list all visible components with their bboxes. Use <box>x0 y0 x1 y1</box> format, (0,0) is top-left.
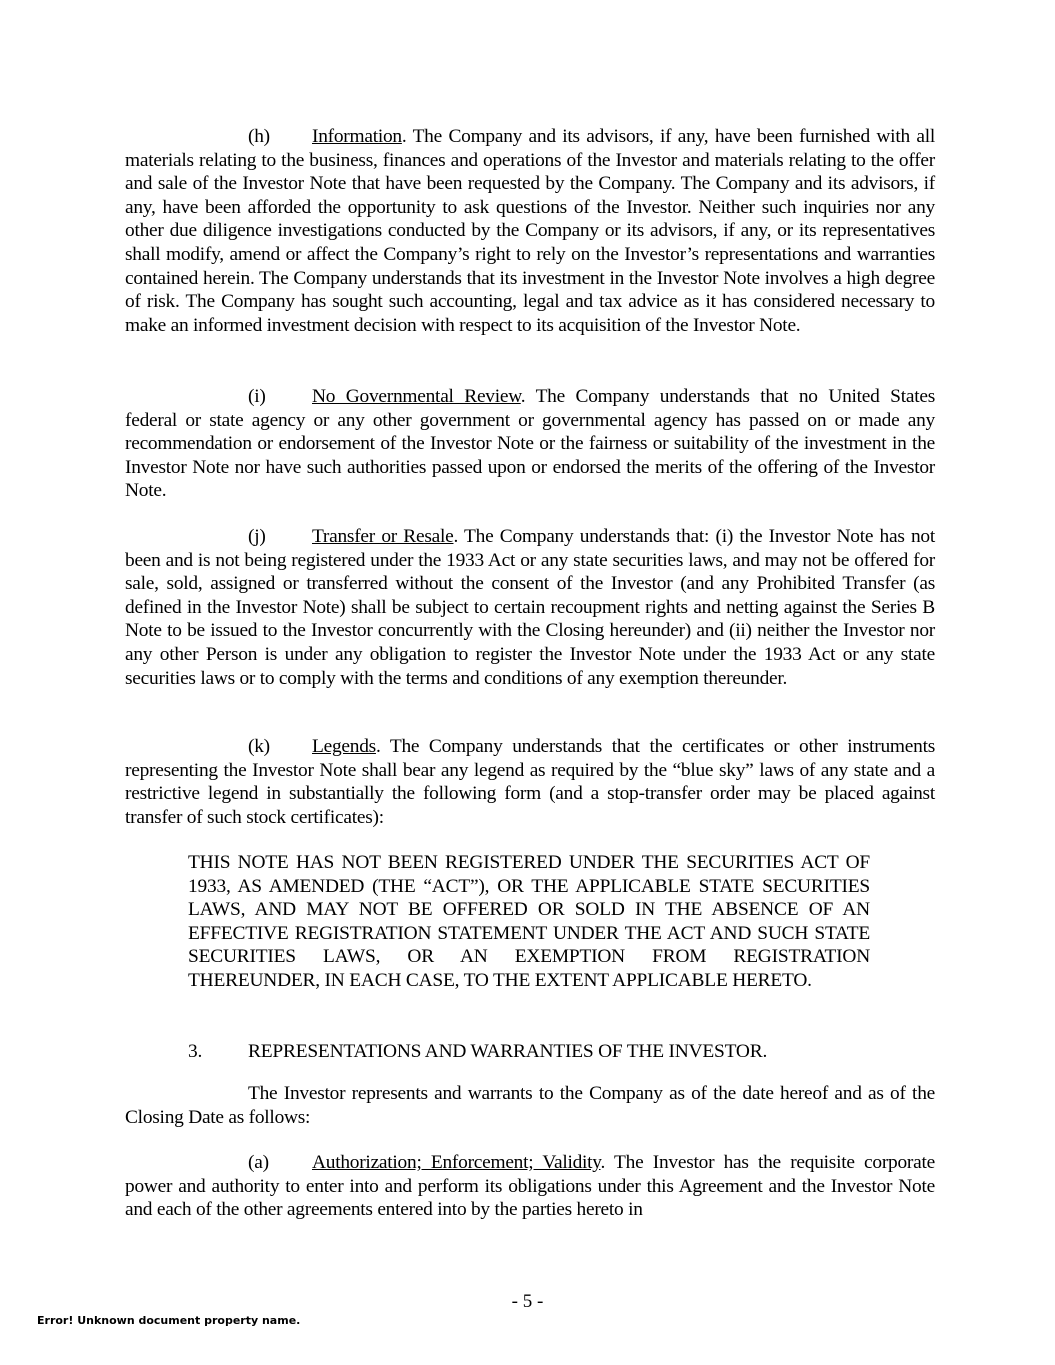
paragraph-title: No Governmental Review <box>312 386 521 407</box>
paragraph-title: Legends <box>312 736 376 757</box>
paragraph-label: (j) <box>248 526 266 547</box>
paragraph-label: (a) <box>248 1152 269 1173</box>
paragraph-title: Authorization; Enforcement; Validity <box>312 1152 601 1173</box>
document-property-error: Error! Unknown document property name. <box>37 1314 301 1327</box>
paragraph-k <box>125 735 935 829</box>
section-title: REPRESENTATIONS AND WARRANTIES OF THE INVESTOR. <box>248 1041 768 1062</box>
paragraph-text: . The Investor has the requisite corporate power and authority to enter into and perform its obligations under this Agreement and the Investor Note and each of the other agreements entered into by the parties hereto in <box>125 1152 935 1221</box>
legend-block: THIS NOTE HAS NOT BEEN REGISTERED UNDER THE SECURITIES ACT OF 1933, AS AMENDED (THE “ACT”), OR THE APPLICABLE STATE SECURITIES LAWS, AND MAY NOT BE OFFERED OR SOLD IN THE ABSENCE OF AN EFFECTIVE REGISTRATION STATEMENT UNDER THE ACT AND SUCH STATE SECURITIES LAWS, OR AN EXEMPTION FROM REGISTRATION THEREUNDER, IN EACH CASE, TO THE EXTENT APPLICABLE HERETO. <box>188 852 870 991</box>
paragraph-text: . The Company understands that the certificates or other instruments representing the Investor Note shall bear any legend as required by the “blue sky” laws of any state and a restrictive legend in substantially the following form (and a stop-transfer order may be placed against transfer of such stock certificates): <box>125 736 935 828</box>
paragraph-text: . The Company understands that no United States federal or state agency or any other government or governmental agency has passed on or made any recommendation or endorsement of the Investor Note or the fairness or suitability of the investment in the Investor Note nor have such authorities passed upon or endorsed the merits of the offering of the Investor Note. <box>125 386 935 502</box>
paragraph-text: . The Company understands that: (i) the Investor Note has not been and is not being registered under the 1933 Act or any state securities laws, and may not be offered for sale, sold, assigned or transferred without the consent of the Investor (and any Prohibited Transfer (as defined in the Investor Note) shall be subject to certain recoupment rights and netting against the Series B Note to be issued to the Investor concurrently with the Closing hereunder) and (ii) neither the Investor nor any other Person is under any obligation to register the Investor Note under the 1933 Act or any state securities laws or to comply with the terms and conditions of any exemption thereunder. <box>125 526 935 689</box>
paragraph-label: (h) <box>248 126 270 147</box>
paragraph-text: . The Company and its advisors, if any, have been furnished with all materials relating to the business, finances and operations of the Investor and materials relating to the offer and sale of the Investor Note that have been requested by the Company. The Company and its advisors, if any, have been afforded the opportunity to ask questions of the Investor. Neither such inquiries nor any other due diligence investigations conducted by the Company or its advisors, if any, or its representatives shall modify, amend or affect the Company’s right to rely on the Investor’s representations and warranties contained herein. The Company understands that its investment in the Investor Note involves a high degree of risk. The Company has sought such accounting, legal and tax advice as it has considered necessary to make an informed investment decision with respect to its acquisition of the Investor Note. <box>125 126 935 336</box>
paragraph-h <box>125 125 935 337</box>
paragraph-label: (i) <box>248 386 266 407</box>
section-number: 3. <box>188 1041 203 1062</box>
intro-text: The Investor represents and warrants to the Company as of the date hereof and as of the Closing Date as follows: <box>125 1083 935 1128</box>
section-3-intro <box>125 1082 935 1129</box>
paragraph-title: Information <box>312 126 402 147</box>
section-3-heading <box>188 1040 767 1064</box>
paragraph-j <box>125 525 935 690</box>
paragraph-a <box>125 1151 935 1222</box>
paragraph-i <box>125 385 935 503</box>
page-number: - 5 - <box>511 1291 544 1312</box>
paragraph-label: (k) <box>248 736 270 757</box>
paragraph-title: Transfer or Resale <box>312 526 454 547</box>
